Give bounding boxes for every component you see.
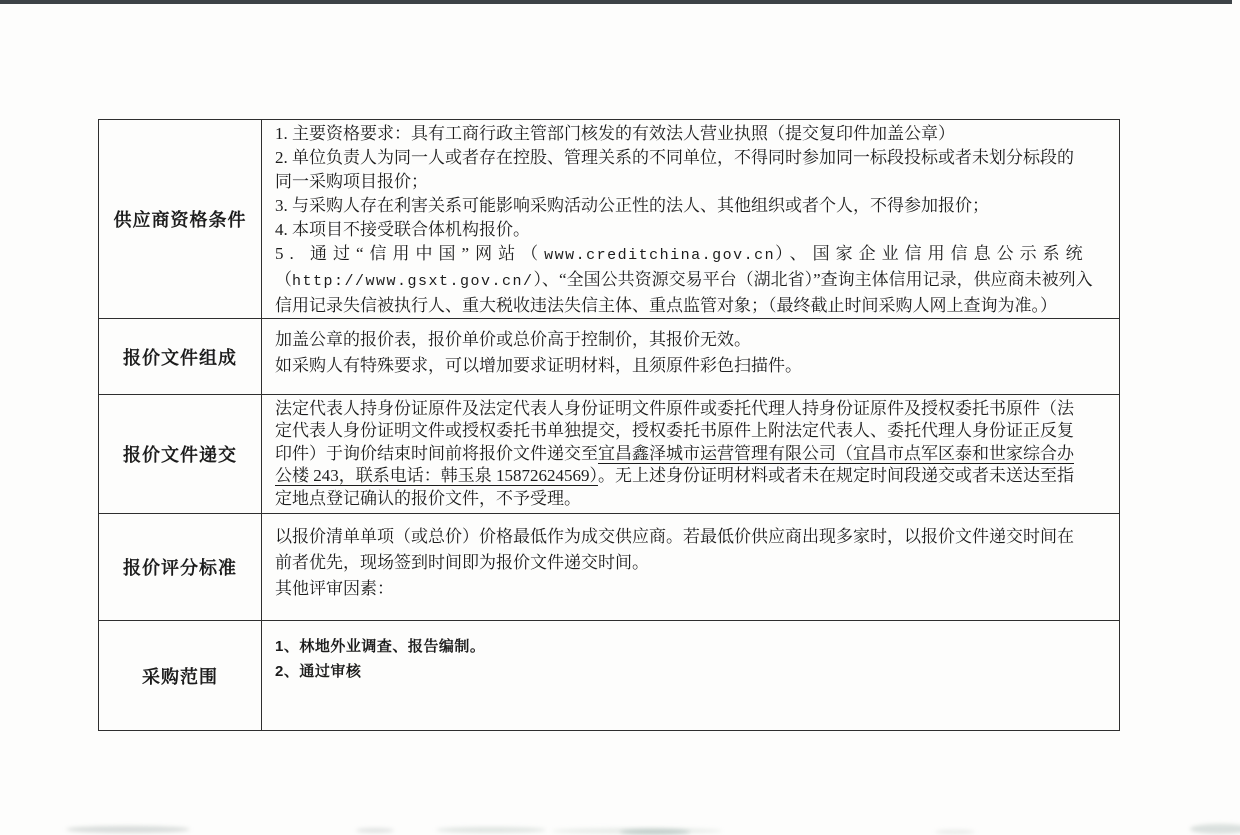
text-line — [275, 465, 1109, 487]
text-segment: 1、林地外业调查、报告编制。 — [275, 638, 486, 655]
text-line — [275, 194, 1109, 218]
text-segment: 2、通过审核 — [275, 663, 362, 680]
text-line — [275, 122, 1109, 146]
scan-smudge — [935, 830, 975, 834]
text-segment: 2. 单位负责人为同一人或者存在控股、管理关系的不同单位，不得同时参加同一标段投标或者未划分标段的 — [275, 148, 1074, 167]
text-line — [275, 659, 1109, 684]
underlined-contact-text: 宜昌鑫泽城市运营管理有限公司（宜昌市点军区泰和世家综合办 — [598, 443, 1074, 463]
spaced-text: ）、国家企业信用信息公示系统 — [775, 244, 1089, 263]
table-row — [99, 621, 1120, 731]
row-content — [262, 319, 1120, 395]
scan-smudge — [356, 828, 394, 833]
text-line — [275, 146, 1109, 170]
row-label: 采购范围 — [99, 621, 262, 731]
text-line — [275, 294, 1109, 318]
text-segment: 1. 主要资格要求：具有工商行政主管部门核发的有效法人营业执照（提交复印件加盖公章） — [275, 124, 955, 143]
text-line — [275, 634, 1109, 659]
text-line — [275, 550, 1109, 576]
text-line — [275, 398, 1109, 420]
text-segment: （ — [275, 270, 292, 289]
scan-smudge — [1190, 824, 1240, 834]
text-line — [275, 576, 1109, 602]
url-text: www.creditchina.gov.cn — [544, 247, 776, 264]
text-segment: 。无上述身份证明材料或者未在规定时间段递交或者未送达至指 — [598, 466, 1074, 486]
text-segment: 法定代表人持身份证原件及法定代表人身份证明文件原件或委托代理人持身份证原件及授权委托书原件（法 — [275, 399, 1074, 418]
table-row — [99, 120, 1120, 319]
text-line — [275, 242, 1109, 268]
text-line — [275, 420, 1109, 442]
scan-smudge — [436, 827, 546, 833]
scan-edge-artifact — [0, 0, 1232, 4]
text-segment: 信用记录失信被执行人、重大税收违法失信主体、重点监管对象；（最终截止时间采购人网上查询为准。） — [275, 296, 1057, 315]
row-label: 供应商资格条件 — [99, 120, 262, 319]
text-line — [275, 218, 1109, 242]
text-segment: 加盖公章的报价表，报价单价或总价高于控制价，其报价无效。 — [275, 330, 751, 349]
text-segment: 定地点登记确认的报价文件，不予受理。 — [275, 488, 581, 508]
text-segment: 4. 本项目不接受联合体机构报价。 — [275, 220, 530, 239]
table-row — [99, 319, 1120, 395]
text-segment: ）、“全国公共资源交易平台（湖北省）”查询主体信用记录，供应商未被列入 — [533, 270, 1093, 289]
text-segment: 同一采购项目报价； — [275, 172, 428, 191]
url-text: http://www.gsxt.gov.cn/ — [292, 273, 534, 290]
text-line — [275, 170, 1109, 194]
text-segment: 以报价清单单项（或总价）价格最低作为成交供应商。若最低价供应商出现多家时，以报价文件递交时间在 — [275, 527, 1074, 546]
text-line — [275, 443, 1109, 465]
spaced-text: 5. 通过“信用中国”网站（ — [275, 244, 545, 263]
procurement-terms-table — [98, 119, 1120, 731]
text-segment: 印件）于询价结束时间前将报价文件递交至 — [275, 443, 598, 463]
text-line — [275, 327, 1109, 353]
scan-smudge — [620, 829, 690, 835]
text-line — [275, 524, 1109, 550]
row-label: 报价文件递交 — [99, 395, 262, 514]
text-segment: 定代表人身份证明文件或授权委托书单独提交，授权委托书原件上附法定代表人、委托代理人身份证正反复 — [275, 421, 1074, 441]
text-line — [275, 268, 1109, 294]
text-line — [275, 353, 1109, 379]
text-segment: 3. 与采购人存在利害关系可能影响采购活动公正性的法人、其他组织或者个人，不得参加报价； — [275, 196, 989, 215]
underlined-contact-text: 公楼 243，联系电话：韩玉泉 15872624569） — [275, 466, 598, 486]
table-row — [99, 514, 1120, 621]
text-segment: 其他评审因素： — [275, 579, 394, 598]
table-body — [99, 120, 1120, 731]
row-content — [262, 621, 1120, 731]
row-label: 报价评分标准 — [99, 514, 262, 621]
row-content — [262, 120, 1120, 319]
table-row — [99, 395, 1120, 514]
scan-smudge — [66, 826, 190, 833]
text-segment: 如采购人有特殊要求，可以增加要求证明材料，且须原件彩色扫描件。 — [275, 356, 802, 375]
row-content — [262, 514, 1120, 621]
row-label: 报价文件组成 — [99, 319, 262, 395]
text-segment: 前者优先，现场签到时间即为报价文件递交时间。 — [275, 553, 649, 572]
row-content — [262, 395, 1120, 514]
text-line — [275, 488, 1109, 510]
